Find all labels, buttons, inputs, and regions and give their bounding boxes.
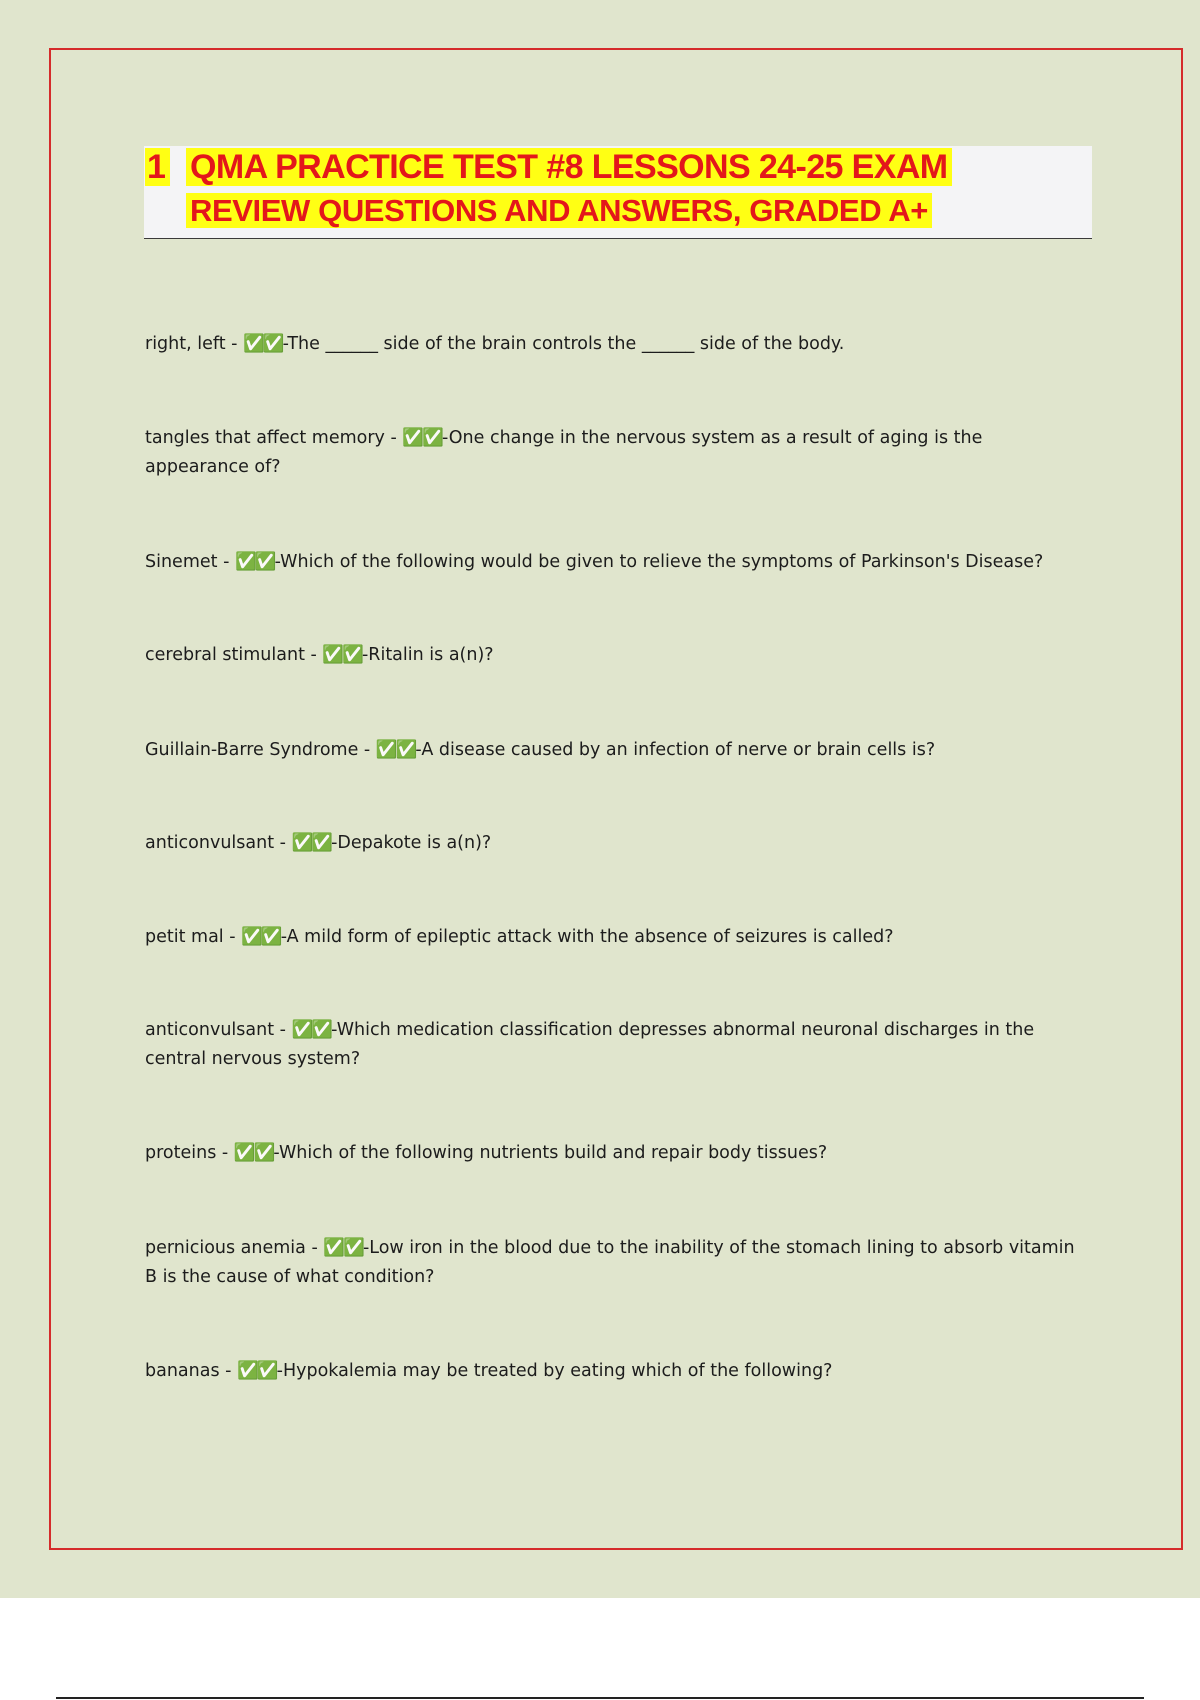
double-check-icon: ✅✅ — [234, 552, 275, 572]
qa-item — [145, 641, 1090, 670]
answer-text: Guillain-Barre Syndrome — [145, 740, 359, 760]
answer-text: tangles that affect memory — [145, 428, 385, 448]
separator: - — [304, 645, 323, 665]
qa-item — [145, 1139, 1090, 1168]
separator: - — [274, 833, 292, 853]
question-text: -A mild form of epileptic attack with the absence of seizures is called? — [280, 927, 894, 947]
separator: - — [384, 428, 403, 448]
question-text: -Hypokalemia may be treated by eating which of the following? — [276, 1361, 833, 1381]
double-check-icon: ✅✅ — [233, 1143, 274, 1163]
qa-item — [145, 330, 1090, 359]
qa-item — [145, 548, 1090, 577]
heading-number: 1 — [145, 148, 170, 186]
page-title-line-1: QMA PRACTICE TEST #8 LESSONS 24-25 EXAM — [186, 148, 952, 186]
answer-text: anticonvulsant — [145, 833, 275, 853]
question-text: -A disease caused by an infection of nerve or brain cells is? — [415, 740, 936, 760]
question-text: -Which of the following would be given to relieve the symptoms of Parkinson's Disease? — [274, 552, 1044, 572]
separator: - — [217, 552, 235, 572]
answer-text: proteins — [145, 1143, 217, 1163]
page-title-line-2: REVIEW QUESTIONS AND ANSWERS, GRADED A+ — [186, 193, 932, 228]
qa-item — [145, 736, 1090, 765]
footer-divider — [56, 1697, 1144, 1699]
double-check-icon: ✅✅ — [237, 1361, 277, 1381]
separator: - — [305, 1238, 324, 1258]
answer-text: petit mal — [145, 927, 224, 947]
double-check-icon: ✅✅ — [241, 927, 281, 947]
qa-item — [145, 923, 1090, 952]
double-check-icon: ✅✅ — [375, 740, 416, 760]
answer-text: pernicious anemia — [145, 1238, 306, 1258]
answer-text: bananas — [145, 1361, 220, 1381]
separator: - — [225, 334, 244, 354]
qa-item — [145, 1357, 1090, 1386]
question-text: -Which medication classification depresses abnormal neuronal discharges in the central nervous system? — [145, 1020, 1035, 1069]
answer-text: anticonvulsant — [145, 1020, 275, 1040]
separator: - — [223, 927, 242, 947]
separator: - — [358, 740, 376, 760]
qa-item — [145, 1016, 1090, 1074]
double-check-icon: ✅✅ — [402, 428, 442, 448]
question-text: -Low iron in the blood due to the inability of the stomach lining to absorb vitamin B is the cause of what condition? — [145, 1238, 1075, 1287]
double-check-icon: ✅✅ — [291, 833, 332, 853]
question-text: -Which of the following nutrients build and repair body tissues? — [273, 1143, 828, 1163]
question-text: -The ______ side of the brain controls the ______ side of the body. — [282, 334, 845, 354]
qa-item — [145, 1234, 1090, 1292]
answer-text: Sinemet — [145, 552, 218, 572]
question-text: -Ritalin is a(n)? — [361, 645, 494, 665]
qa-item — [145, 829, 1090, 858]
separator: - — [219, 1361, 238, 1381]
page-border — [49, 48, 1183, 1550]
double-check-icon: ✅✅ — [322, 645, 362, 665]
double-check-icon: ✅✅ — [323, 1238, 363, 1258]
double-check-icon: ✅✅ — [243, 334, 283, 354]
answer-text: cerebral stimulant — [145, 645, 305, 665]
double-check-icon: ✅✅ — [291, 1020, 332, 1040]
qa-item — [145, 424, 1090, 482]
question-text: -Depakote is a(n)? — [331, 833, 492, 853]
question-text: -One change in the nervous system as a result of aging is the appearance of? — [145, 428, 983, 477]
answer-text: right, left — [145, 334, 226, 354]
separator: - — [216, 1143, 234, 1163]
separator: - — [274, 1020, 292, 1040]
